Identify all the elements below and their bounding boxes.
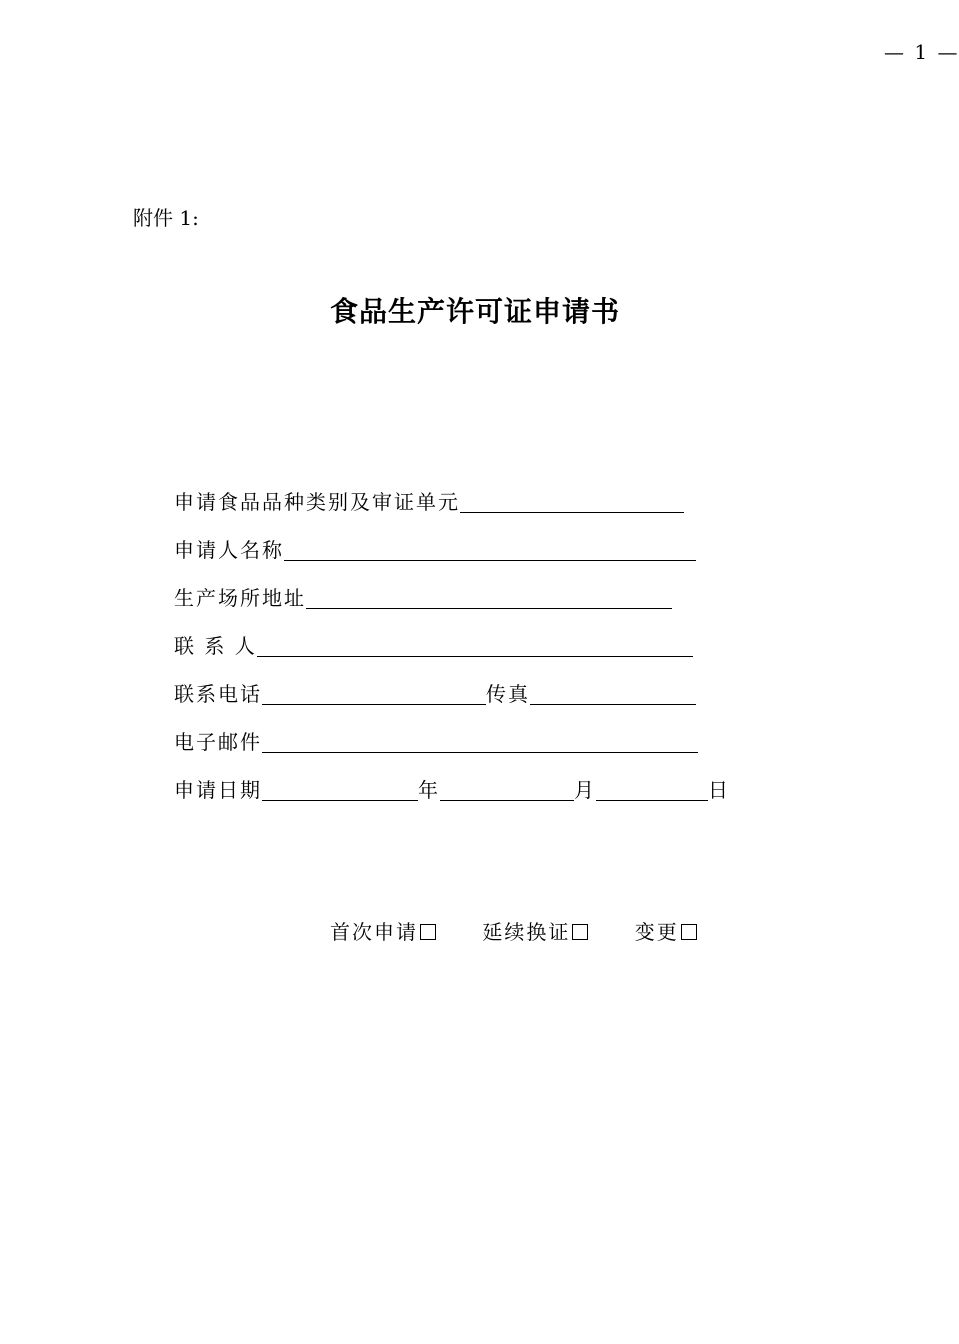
applicant-row	[174, 516, 730, 564]
option-change[interactable]	[635, 916, 697, 945]
day-field[interactable]	[596, 776, 708, 801]
document-title: 食品生产许可证申请书	[329, 295, 620, 328]
application-type-options	[330, 916, 735, 945]
email-label: 电子邮件	[174, 730, 262, 754]
address-field[interactable]	[306, 584, 672, 609]
email-field[interactable]	[262, 728, 698, 753]
contact-label: 联 系 人	[174, 634, 257, 658]
category-label: 申请食品品种类别及审证单元	[174, 490, 460, 514]
date-label: 申请日期	[174, 778, 262, 802]
option-renewal-label: 延续换证	[482, 920, 571, 944]
option-first-application[interactable]	[330, 916, 436, 945]
applicant-label: 申请人名称	[174, 538, 284, 562]
applicant-field[interactable]	[284, 536, 696, 561]
option-first-application-label: 首次申请	[330, 920, 418, 944]
fax-label: 传真	[486, 682, 530, 706]
attachment-label: 附件 1:	[133, 206, 199, 230]
contact-field[interactable]	[257, 632, 693, 657]
month-label: 月	[574, 778, 596, 802]
date-row	[174, 756, 730, 804]
day-label: 日	[708, 778, 730, 802]
page-number: — 1 —	[884, 40, 959, 64]
category-row	[174, 484, 730, 516]
year-label: 年	[418, 778, 440, 802]
address-row	[174, 564, 730, 612]
change-checkbox[interactable]	[681, 924, 697, 940]
phone-label: 联系电话	[174, 682, 262, 706]
phone-fax-row	[174, 660, 730, 708]
option-change-label: 变更	[634, 920, 679, 944]
application-form	[174, 484, 730, 804]
month-field[interactable]	[440, 776, 574, 801]
contact-row	[174, 612, 730, 660]
address-label: 生产场所地址	[174, 586, 306, 610]
category-field[interactable]	[460, 488, 684, 513]
year-field[interactable]	[262, 776, 418, 801]
email-row	[174, 708, 730, 756]
option-renewal[interactable]	[482, 916, 588, 945]
first-application-checkbox[interactable]	[420, 924, 436, 940]
fax-field[interactable]	[530, 680, 696, 705]
phone-field[interactable]	[262, 680, 486, 705]
renewal-checkbox[interactable]	[572, 924, 588, 940]
